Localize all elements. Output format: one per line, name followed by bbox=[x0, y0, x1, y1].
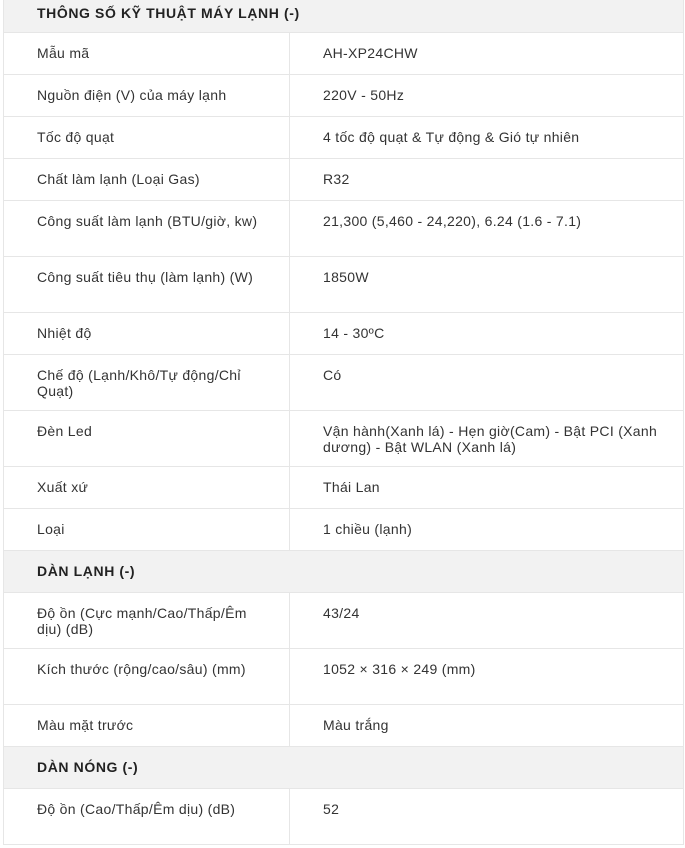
spec-label: Đèn Led bbox=[4, 411, 290, 467]
spec-label: Màu mặt trước bbox=[4, 705, 290, 747]
spec-row bbox=[4, 509, 684, 551]
spec-table bbox=[3, 0, 684, 845]
spec-row bbox=[4, 705, 684, 747]
spec-label: Độ ồn (Cực mạnh/Cao/Thấp/Êm dịu) (dB) bbox=[4, 593, 290, 649]
spec-row bbox=[4, 649, 684, 705]
spec-value: 43/24 bbox=[290, 593, 684, 649]
section-title-indoor-unit: DÀN LẠNH (-) bbox=[4, 551, 684, 593]
spec-label: Mẫu mã bbox=[4, 33, 290, 75]
spec-label: Công suất làm lạnh (BTU/giờ, kw) bbox=[4, 201, 290, 257]
spec-row bbox=[4, 355, 684, 411]
spec-value: 4 tốc độ quạt & Tự động & Gió tự nhiên bbox=[290, 117, 684, 159]
spec-row bbox=[4, 75, 684, 117]
spec-label: Độ ồn (Cao/Thấp/Êm dịu) (dB) bbox=[4, 789, 290, 845]
spec-value: Thái Lan bbox=[290, 467, 684, 509]
section-header bbox=[4, 0, 684, 33]
spec-value: 1052 × 316 × 249 (mm) bbox=[290, 649, 684, 705]
spec-label: Xuất xứ bbox=[4, 467, 290, 509]
section-title-outdoor-unit: DÀN NÓNG (-) bbox=[4, 747, 684, 789]
spec-value: Màu trắng bbox=[290, 705, 684, 747]
spec-label: Kích thước (rộng/cao/sâu) (mm) bbox=[4, 649, 290, 705]
spec-label: Loại bbox=[4, 509, 290, 551]
spec-label: Chế độ (Lạnh/Khô/Tự động/Chỉ Quạt) bbox=[4, 355, 290, 411]
section-header bbox=[4, 747, 684, 789]
spec-value: 52 bbox=[290, 789, 684, 845]
spec-label: Nguồn điện (V) của máy lạnh bbox=[4, 75, 290, 117]
spec-row bbox=[4, 201, 684, 257]
spec-row bbox=[4, 117, 684, 159]
spec-row bbox=[4, 313, 684, 355]
spec-label: Chất làm lạnh (Loại Gas) bbox=[4, 159, 290, 201]
spec-label: Công suất tiêu thụ (làm lạnh) (W) bbox=[4, 257, 290, 313]
spec-row bbox=[4, 33, 684, 75]
section-header bbox=[4, 551, 684, 593]
spec-row bbox=[4, 467, 684, 509]
spec-label: Nhiệt độ bbox=[4, 313, 290, 355]
section-title-ac-specs: THÔNG SỐ KỸ THUẬT MÁY LẠNH (-) bbox=[4, 0, 684, 33]
spec-value: 14 - 30ºC bbox=[290, 313, 684, 355]
spec-value: Có bbox=[290, 355, 684, 411]
spec-value: 21,300 (5,460 - 24,220), 6.24 (1.6 - 7.1) bbox=[290, 201, 684, 257]
spec-row bbox=[4, 593, 684, 649]
spec-value: R32 bbox=[290, 159, 684, 201]
spec-value: AH-XP24CHW bbox=[290, 33, 684, 75]
spec-row bbox=[4, 789, 684, 845]
spec-value: 1850W bbox=[290, 257, 684, 313]
spec-value: 1 chiều (lạnh) bbox=[290, 509, 684, 551]
spec-value: Vận hành(Xanh lá) - Hẹn giờ(Cam) - Bật PCI (Xanh dương) - Bật WLAN (Xanh lá) bbox=[290, 411, 684, 467]
spec-label: Tốc độ quạt bbox=[4, 117, 290, 159]
spec-row bbox=[4, 159, 684, 201]
spec-value: 220V - 50Hz bbox=[290, 75, 684, 117]
spec-row bbox=[4, 257, 684, 313]
spec-row bbox=[4, 411, 684, 467]
